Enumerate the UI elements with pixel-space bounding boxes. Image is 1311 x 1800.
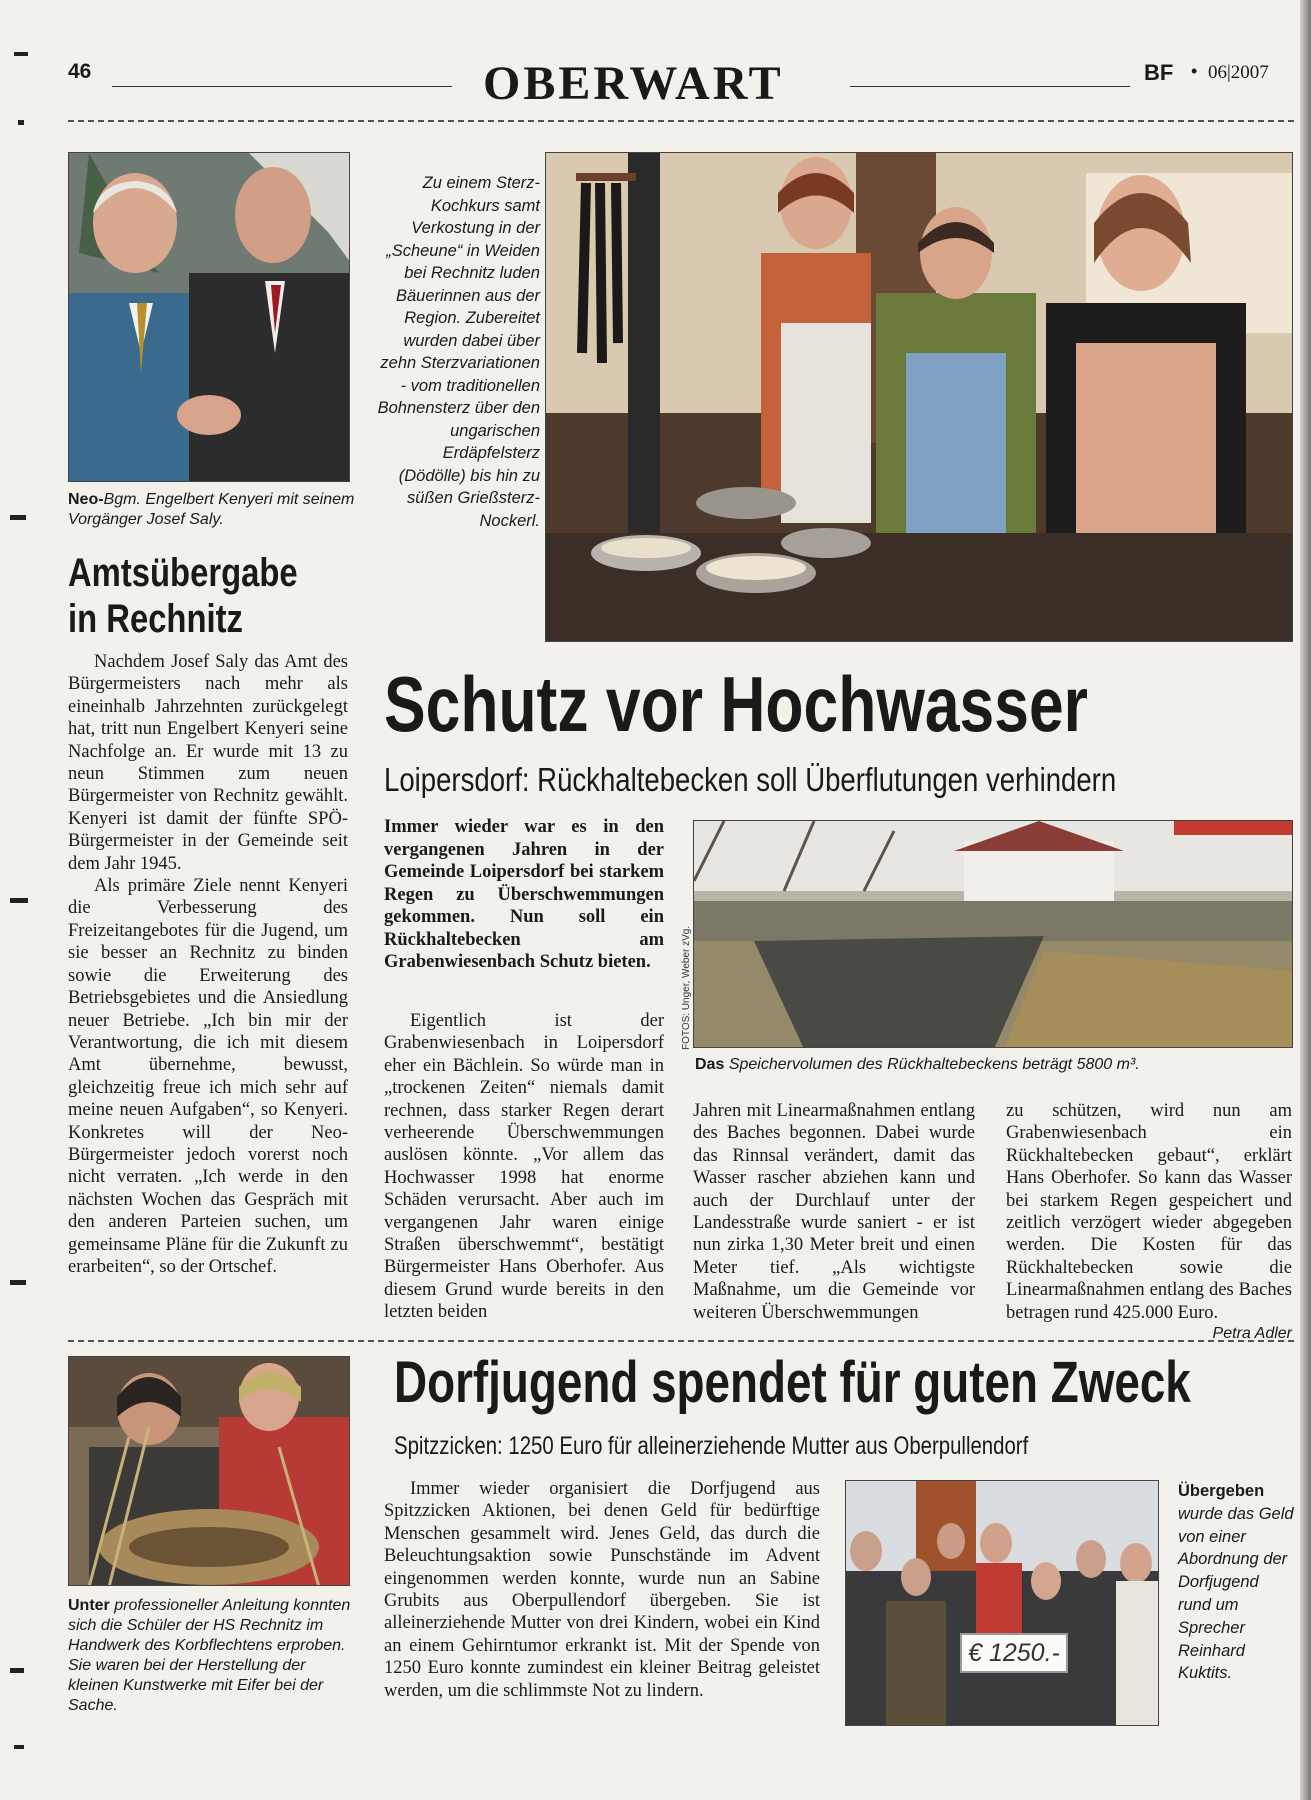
photo-cooking-class xyxy=(545,152,1293,642)
photo-basket-weaving xyxy=(68,1356,350,1586)
author-signature: Petra Adler xyxy=(1212,1325,1292,1343)
margin-mark xyxy=(10,898,28,903)
photo-donation-illustration xyxy=(846,1481,1159,1726)
article-rechnitz-body xyxy=(68,651,348,1278)
article-hochwasser-col2: Jahren mit Linearmaßnahmen entlang des Baches begonnen. Dabei wurde das Rinnsal verändert, damit das Wasser rascher abziehen kann und auch der Durchlauf unter der Landesstraße wurde saniert - er ist nun zirka 1,30 Meter breit und einen Meter tief. „Als wichtigste Maßnahme, um die Gemeinde vor weiteren Überschwemmungen xyxy=(693,1101,975,1323)
photo-donation xyxy=(845,1480,1159,1726)
section-title: OBERWART xyxy=(483,57,784,110)
article-hochwasser-col1: Eigentlich ist der Grabenwiesenbach in Loipersdorf eher ein Bächlein. So würde man in „trockenen Zeiten“ niemals damit rechnen, dass starker Regen derart verheerende Überschwemmungen auslösen könnte. „Vor allem das Hochwasser 1998 hat enorme Schäden verursacht. Aber auch im vergangenen Jahr waren einige Straßen überschwemmt“, bestätigt Bürgermeister Hans Oberhofer. Aus diesem Grund wurde bereits in den letzten beiden xyxy=(384,1011,664,1323)
headline-rechnitz: Amtsübergabe in Rechnitz xyxy=(68,551,298,641)
headline-dorfjugend: Dorfjugend spendet für guten Zweck xyxy=(394,1350,1191,1415)
photo-basin-illustration xyxy=(694,821,1293,1048)
donation-cheque: € 1250.- xyxy=(960,1633,1068,1673)
photo-caption-basket: Unter professioneller Anleitung konnten sich die Schüler der HS Rechnitz im Handwerk des Korbflechtens erproben. Sie waren bei der Herstellung der kleinen Kunstwerke mit Eifer bei der Sache. xyxy=(68,1597,351,1714)
margin-mark xyxy=(10,1280,26,1285)
photo-handshake xyxy=(68,152,350,482)
photo-basket-illustration xyxy=(69,1357,350,1586)
photo-cooking-illustration xyxy=(546,153,1293,642)
margin-mark xyxy=(10,515,26,520)
subheadline-dorfjugend: Spitzzicken: 1250 Euro für alleinerziehende Mutter aus Oberpullendorf xyxy=(394,1432,1029,1460)
page-edge-shadow xyxy=(1300,0,1311,1800)
photo-handshake-illustration xyxy=(69,153,350,482)
header-rule-left xyxy=(112,86,452,87)
article-hochwasser-col3: zu schützen, wird nun am Grabenwiesenbach ein Rückhaltebecken gebaut“, erklärt Hans Oberhofer. So kann das Wasser bei starkem Regen gespeichert und zeitlich verzögert wieder abgegeben werden. Die Kosten für das Rückhaltebecken sowie die Linearmaßnahmen entlang des Baches betragen rund 425.000 Euro. Petra Adler xyxy=(1006,1101,1292,1343)
article-rechnitz-paragraph: Nachdem Josef Saly das Amt des Bürgermeisters nach mehr als eineinhalb Jahrzehnten zurückgelegt hat, tritt nun Engelbert Kenyeri seine Nachfolge an. Er wurde mit 13 zu neun Stimmen zum neuen Bürgermeister von Rechnitz gewählt. Kenyeri ist damit der fünfte SPÖ-Bürgermeister in der Gemeinde seit dem Jahr 1945. xyxy=(68,652,348,874)
header-rule-right xyxy=(850,86,1130,87)
article-dorfjugend-body: Immer wieder organisiert die Dorfjugend aus Spitzzicken Aktionen, bei denen Geld für bedürftige Menschen gesammelt wird. Jenes Geld, das durch die Beleuchtungsaktion sowie Punschstände im Advent eingenommen werden konnte, wurde nun an Sabine Grubits aus Oberpullendorf übergeben. Sie ist alleinerziehende Mutter von drei Kindern, wobei ein Kind an einem Gehirntumor erkrankt ist. Mit der Spende von 1250 Euro konnte zumindest ein kleiner Beitrag geleistet werden, um die schlimmste Not zu lindern. xyxy=(384,1479,820,1701)
separator-dot: • xyxy=(1191,61,1198,81)
photo-credit: FOTOS: Unger, Weber zVg. xyxy=(681,925,692,1050)
brand-logo: BF xyxy=(1144,60,1174,85)
margin-mark xyxy=(14,52,28,56)
headline-hochwasser: Schutz vor Hochwasser xyxy=(384,660,1088,748)
photo-caption-handshake: Neo-Bgm. Engelbert Kenyeri mit seinem Vorgänger Josef Saly. xyxy=(68,491,355,528)
subheadline-hochwasser: Loipersdorf: Rückhaltebecken soll Überflutungen verhindern xyxy=(384,761,1117,798)
lead-hochwasser: Immer wieder war es in den vergangenen Jahren in der Gemeinde Loipersdorf bei starkem Regen zu Überschwemmungen gekommen. Nun soll ein Rückhaltebecken am Grabenwiesenbach Schutz bieten. xyxy=(384,817,664,972)
margin-mark xyxy=(18,120,24,125)
page-number: 46 xyxy=(68,60,92,83)
margin-mark xyxy=(10,1668,24,1673)
issue-date: 06|2007 xyxy=(1208,62,1269,83)
photo-retention-basin xyxy=(693,820,1293,1048)
margin-mark xyxy=(14,1745,24,1749)
article-rechnitz-paragraph: Als primäre Ziele nennt Kenyeri die Verbesserung des Freizeitangebotes für die Jugend, um sie besser an Rechnitz zu binden sowie die Erweiterung des Betriebsgebietes und die Ansiedlung neuer Betriebe. „Ich bin mir der Verantwortung, die ich mit diesem Amt übernehme, bewusst, gleichzeitig freue ich mich sehr auf meine neuen Aufgaben“, so Kenyeri. Konkretes will der Neo-Bürgermeister jedoch vorerst noch nicht verraten. „Ich werde in den nächsten Wochen das Gespräch mit den anderen Parteien suchen, um gemeinsame Pläne für die Zukunft zu erarbeiten“, so der Ortschef. xyxy=(68,876,348,1277)
photo-caption-donation: Übergeben wurde das Geld von einer Abordnung der Dorfjugend rund um Sprecher Reinhard Kuktits. xyxy=(1178,1482,1294,1683)
photo-caption-basin: Das Speichervolumen des Rückhaltebeckens beträgt 5800 m³. xyxy=(695,1056,1140,1073)
header-dashed-rule xyxy=(68,120,1294,122)
photo-caption-sterz: Zu einem Sterz-Kochkurs samt Verkostung in der „Scheune“ in Weiden bei Rechnitz luden Bäuerinnen aus der Region. Zubereitet wurden dabei über zehn Sterzvariationen - vom traditionellen Bohnensterz über den ungarischen Erdäpfelsterz (Dödölle) bis hin zu süßen Grießsterz-Nockerl. xyxy=(377,174,540,530)
